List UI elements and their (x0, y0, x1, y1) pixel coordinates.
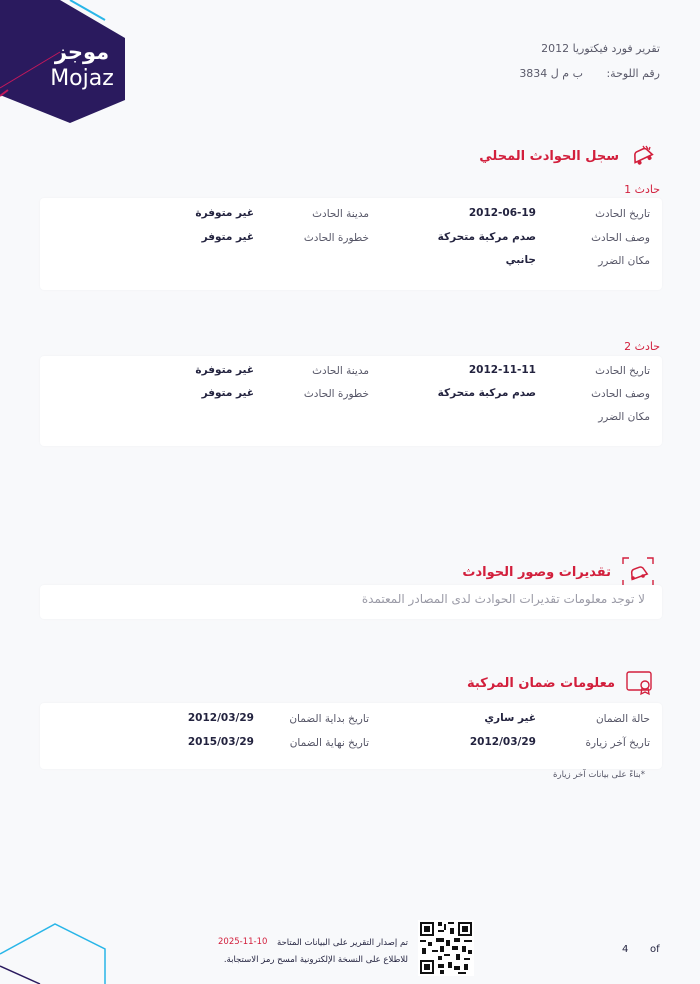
plate-row (519, 67, 660, 80)
accident-damage-label: مكان الضرر (598, 411, 650, 423)
logo-arabic-text: موجز (54, 40, 110, 64)
warranty-end-value: 2015/03/29 (187, 736, 254, 748)
accident-date-value: 2012-06-19 (468, 207, 536, 219)
accidents-section-heading (479, 143, 655, 169)
accident-damage-label: مكان الضرر (598, 255, 650, 267)
accident-severity-value: غير متوفر (201, 231, 254, 243)
warranty-footnote: *بناءً على بيانات آخر زيارة (553, 770, 645, 780)
accident-date-value: 2012-11-11 (468, 364, 536, 376)
warranty-section-heading (467, 669, 655, 697)
scan-instruction: للاطلاع على النسخة الإلكترونية امسح رمز الاستجابة. (223, 955, 408, 965)
accident-city-label: مدينة الحادث (312, 208, 369, 220)
accident-desc-value: صدم مركبة متحركة (437, 387, 536, 399)
warranty-section-title: معلومات ضمان المركبة (466, 675, 615, 691)
accident-severity-value: غير متوفر (201, 387, 254, 399)
accident-date-label: تاريخ الحادث (595, 208, 650, 220)
accident-2-card (40, 356, 662, 446)
accident-damage-value: جانبي (505, 254, 536, 266)
accident-desc-label: وصف الحادث (591, 232, 650, 244)
accident-city-label: مدينة الحادث (312, 365, 369, 377)
estimates-section-title: تقديرات وصور الحوادث (462, 564, 611, 580)
accidents-section-title: سجل الحوادث المحلي (479, 148, 619, 164)
page-of-label: of (650, 944, 660, 955)
plate-label: رقم اللوحة: (606, 67, 660, 80)
accident-1-card (40, 198, 662, 290)
report-header (519, 42, 660, 80)
accident-desc-label: وصف الحادث (591, 388, 650, 400)
warranty-card (40, 703, 662, 769)
accident-severity-label: خطورة الحادث (303, 232, 369, 244)
qr-code (418, 920, 474, 976)
accident-severity-label: خطورة الحادث (303, 388, 369, 400)
logo-latin-text: Mojaz (50, 66, 114, 91)
warranty-start-value: 2012/03/29 (187, 712, 254, 724)
warranty-status-label: حالة الضمان (595, 713, 650, 725)
accident-1-label: حادث 1 (624, 183, 660, 196)
damaged-car-icon (629, 143, 655, 169)
accident-2-label: حادث 2 (624, 340, 660, 353)
issued-date: 2025-11-10 (218, 937, 268, 947)
estimates-section-heading (462, 556, 655, 588)
report-title: تقرير فورد فيكتوريا 2012 (541, 42, 660, 55)
accident-desc-value: صدم مركبة متحركة (437, 231, 536, 243)
issued-text: تم إصدار التقرير على البيانات المتاحة (276, 938, 408, 948)
last-visit-value: 2012/03/29 (469, 736, 536, 748)
accident-date-label: تاريخ الحادث (595, 365, 650, 377)
accident-city-value: غير متوفرة (195, 364, 254, 376)
decorative-corner-lines (0, 914, 110, 984)
page-number: 4 (622, 944, 629, 955)
mojaz-logo (0, 0, 140, 135)
warranty-start-label: تاريخ بداية الضمان (289, 713, 369, 725)
warranty-end-label: تاريخ نهاية الضمان (289, 737, 369, 749)
car-photo-frame-icon (621, 556, 655, 588)
last-visit-label: تاريخ آخر زيارة (585, 737, 650, 749)
certificate-icon (625, 669, 655, 697)
plate-value: ب م ل 3834 (519, 67, 583, 80)
warranty-status-value: غير ساري (484, 712, 536, 724)
accident-city-value: غير متوفرة (195, 207, 254, 219)
estimates-no-data-text: لا توجد معلومات تقديرات الحوادث لدى المصادر المعتمدة (361, 592, 645, 606)
